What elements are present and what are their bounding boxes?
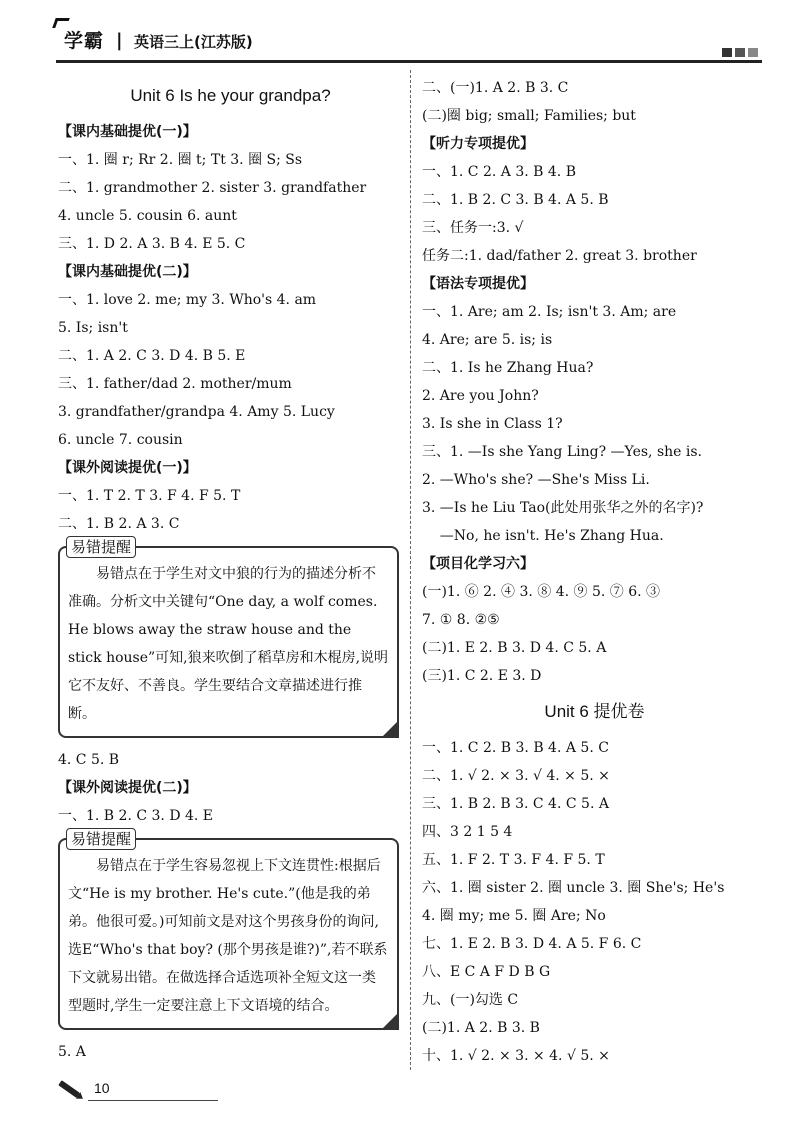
- answer-line: 6. uncle 7. cousin: [58, 432, 183, 448]
- section-heading: 【课外阅读提优(二)】: [58, 780, 197, 796]
- answer-line: 五、1. F 2. T 3. F 4. F 5. T: [422, 852, 605, 868]
- answer-line: 三、任务一:3. √: [422, 220, 524, 236]
- answer-line: 三、1. D 2. A 3. B 4. E 5. C: [58, 236, 246, 252]
- answer-line: 一、1. T 2. T 3. F 4. F 5. T: [58, 488, 241, 504]
- pencil-icon: [58, 1080, 79, 1098]
- answer-line: (二)1. A 2. B 3. B: [422, 1020, 540, 1036]
- answer-line: 4. uncle 5. cousin 6. aunt: [58, 208, 237, 224]
- tip-label: 易错提醒: [66, 828, 136, 850]
- answer-line: 2. —Who's she? —She's Miss Li.: [422, 472, 650, 488]
- answer-line: (二)1. E 2. B 3. D 4. C 5. A: [422, 640, 607, 656]
- header-rule: [56, 60, 762, 63]
- section-heading: 【听力专项提优】: [422, 136, 534, 152]
- answer-line: 5. Is; isn't: [58, 320, 128, 336]
- answer-line: (一)1. ⑥ 2. ④ 3. ⑧ 4. ⑨ 5. ⑦ 6. ③: [422, 584, 661, 600]
- error-tip-box: [58, 538, 399, 738]
- answer-line: 一、1. love 2. me; my 3. Who's 4. am: [58, 292, 317, 308]
- right-column: [422, 74, 767, 1070]
- section-heading: 【课内基础提优(一)】: [58, 124, 197, 140]
- section-heading: 【课内基础提优(二)】: [58, 264, 197, 280]
- answer-line: (三)1. C 2. E 3. D: [422, 668, 542, 684]
- section-heading: 【语法专项提优】: [422, 276, 534, 292]
- answer-line: 二、1. grandmother 2. sister 3. grandfather: [58, 180, 367, 196]
- tip-text: 易错点在于学生对文中狼的行为的描述分析不准确。分析文中关键句“One day, a wolf comes. He blows away the straw house and the stick house”可知,狼来吹倒了稻草房和木棍房,说明它不友好、不善良。学生要结合文章描述进行推断。: [68, 566, 389, 722]
- test-title: Unit 6 提优卷: [544, 702, 645, 721]
- answer-line: 一、1. C 2. B 3. B 4. A 5. C: [422, 740, 609, 756]
- answer-line: 4. Are; are 5. is; is: [422, 332, 553, 348]
- page-footer: [58, 1080, 218, 1110]
- header-separator: |: [116, 30, 123, 51]
- answer-line: 二、1. A 2. C 3. D 4. B 5. E: [58, 348, 246, 364]
- answer-line: 7. ① 8. ②⑤: [422, 612, 500, 628]
- answer-line: 三、1. —Is she Yang Ling? —Yes, she is.: [422, 444, 702, 460]
- answer-line: 一、1. B 2. C 3. D 4. E: [58, 808, 214, 824]
- answer-line: 4. 圈 my; me 5. 圈 Are; No: [422, 908, 606, 924]
- answer-line: 任务二:1. dad/father 2. great 3. brother: [422, 248, 697, 264]
- answer-line: 3. grandfather/grandpa 4. Amy 5. Lucy: [58, 404, 335, 420]
- brand-logo: 学霸: [64, 30, 105, 52]
- answer-line: —No, he isn't. He's Zhang Hua.: [422, 528, 664, 544]
- tip-label: 易错提醒: [66, 536, 136, 558]
- left-column: [58, 74, 403, 1066]
- answer-line: 2. Are you John?: [422, 388, 539, 404]
- header-decoration: [722, 48, 758, 57]
- answer-line: 3. —Is he Liu Tao(此处用张华之外的名字)?: [422, 500, 704, 516]
- answer-line: 二、(一)1. A 2. B 3. C: [422, 80, 569, 96]
- answer-line: 八、E C A F D B G: [422, 964, 551, 980]
- book-subtitle: 英语三上(江苏版): [134, 33, 253, 51]
- column-divider: [410, 70, 411, 1070]
- section-heading: 【课外阅读提优(一)】: [58, 460, 197, 476]
- answer-line: (二)圈 big; small; Families; but: [422, 108, 636, 124]
- answer-line: 九、(一)勾选 C: [422, 992, 519, 1008]
- footer-rule: [88, 1100, 218, 1101]
- page-number: 10: [94, 1080, 110, 1096]
- tip-text: 易错点在于学生容易忽视上下文连贯性:根据后文“He is my brother. He's cute.”(他是我的弟弟。他很可爱。)可知前文是对这个男孩身份的询问,选E“Who's that boy? (那个男孩是谁?)”,若不联系下文就易出错。在做选择合适选项补全短文这一类型题时,学生一定要注意上下文语境的结合。: [68, 858, 388, 1014]
- answer-line: 一、1. 圈 r; Rr 2. 圈 t; Tt 3. 圈 S; Ss: [58, 152, 303, 168]
- answer-line: 5. A: [58, 1044, 86, 1060]
- unit-title: Unit 6 Is he your grandpa?: [130, 86, 331, 105]
- answer-line: 三、1. B 2. B 3. C 4. C 5. A: [422, 796, 609, 812]
- page-header: [56, 22, 762, 66]
- error-tip-box: [58, 830, 399, 1030]
- answer-line: 二、1. B 2. C 3. B 4. A 5. B: [422, 192, 609, 208]
- answer-line: 四、3 2 1 5 4: [422, 824, 513, 840]
- page-fold-icon: [381, 720, 399, 738]
- answer-line: 三、1. father/dad 2. mother/mum: [58, 376, 292, 392]
- answer-line: 一、1. C 2. A 3. B 4. B: [422, 164, 576, 180]
- answer-line: 十、1. √ 2. × 3. × 4. √ 5. ×: [422, 1048, 610, 1064]
- answer-line: 一、1. Are; am 2. Is; isn't 3. Am; are: [422, 304, 677, 320]
- answer-line: 六、1. 圈 sister 2. 圈 uncle 3. 圈 She's; He's: [422, 880, 725, 896]
- answer-line: 4. C 5. B: [58, 752, 120, 768]
- page-fold-icon: [381, 1012, 399, 1030]
- answer-line: 二、1. B 2. A 3. C: [58, 516, 180, 532]
- section-heading: 【项目化学习六】: [422, 556, 534, 572]
- answer-line: 3. Is she in Class 1?: [422, 416, 563, 432]
- answer-line: 七、1. E 2. B 3. D 4. A 5. F 6. C: [422, 936, 642, 952]
- answer-line: 二、1. √ 2. × 3. √ 4. × 5. ×: [422, 768, 610, 784]
- answer-line: 二、1. Is he Zhang Hua?: [422, 360, 594, 376]
